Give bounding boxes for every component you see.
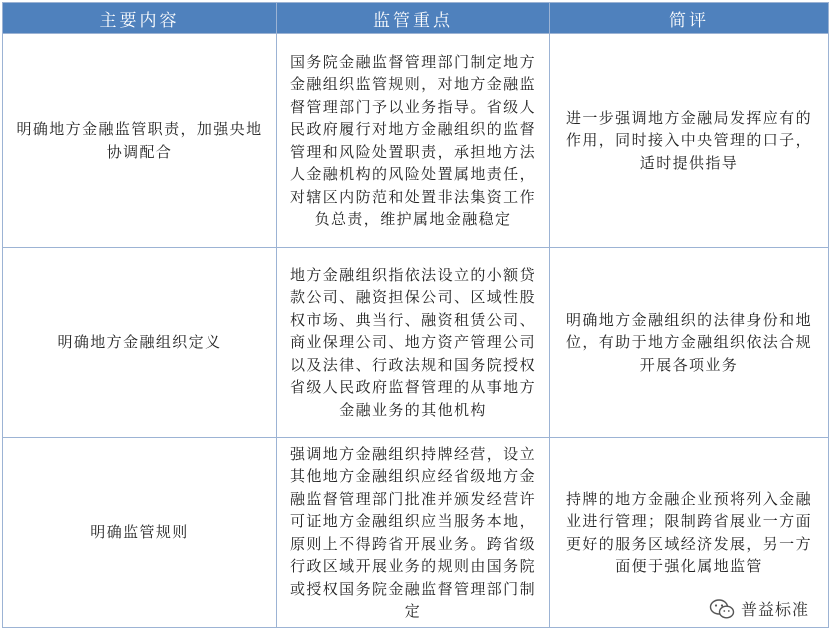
- table-header-row: [3, 3, 829, 34]
- table-row: [3, 34, 829, 248]
- row-comment: 进一步强调地方金融局发挥应有的作用，同时接入中央管理的口子，适时提供指导: [550, 34, 829, 248]
- header-main-content: 主要内容: [3, 3, 277, 34]
- table-row: [3, 248, 829, 438]
- row-regulatory-focus: 强调地方金融组织持牌经营，设立其他地方金融组织应经省级地方金融监督管理部门批准并颁发经营许可证地方金融组织应当服务本地，原则上不得跨省开展业务。跨省级行政区域开展业务的规则由国务院或授权国务院金融监督管理部门制定: [277, 438, 550, 628]
- watermark: [709, 597, 809, 620]
- table-row: [3, 438, 829, 628]
- watermark-text: 普益标准: [740, 600, 809, 619]
- header-comment: 简评: [550, 3, 829, 34]
- row-regulatory-focus: 地方金融组织指依法设立的小额贷款公司、融资担保公司、区域性股权市场、典当行、融资租赁公司、商业保理公司、地方资产管理公司以及法律、行政法规和国务院授权省级人民政府监督管理的从事地方金融业务的其他机构: [277, 248, 550, 438]
- row-regulatory-focus: 国务院金融监督管理部门制定地方金融组织监管规则，对地方金融监督管理部门予以业务指导。省级人民政府履行对地方金融组织的监督管理和风险处置职责，承担地方法人金融机构的风险处置属地责任，对辖区内防范和处置非法集资工作负总责，维护属地金融稳定: [277, 34, 550, 248]
- row-comment: 明确地方金融组织的法律身份和地位，有助于地方金融组织依法合规开展各项业务: [550, 248, 829, 438]
- wechat-icon: [709, 598, 735, 620]
- row-main-content: 明确地方金融监管职责，加强央地协调配合: [3, 34, 277, 248]
- row-main-content: 明确监管规则: [3, 438, 277, 628]
- row-comment: 持牌的地方金融企业预将列入金融业进行管理；限制跨省展业一方面更好的服务区域经济发展，另一方面便于强化属地监管: [550, 438, 829, 628]
- regulation-table: [2, 2, 829, 628]
- row-main-content: 明确地方金融组织定义: [3, 248, 277, 438]
- header-regulatory-focus: 监管重点: [277, 3, 550, 34]
